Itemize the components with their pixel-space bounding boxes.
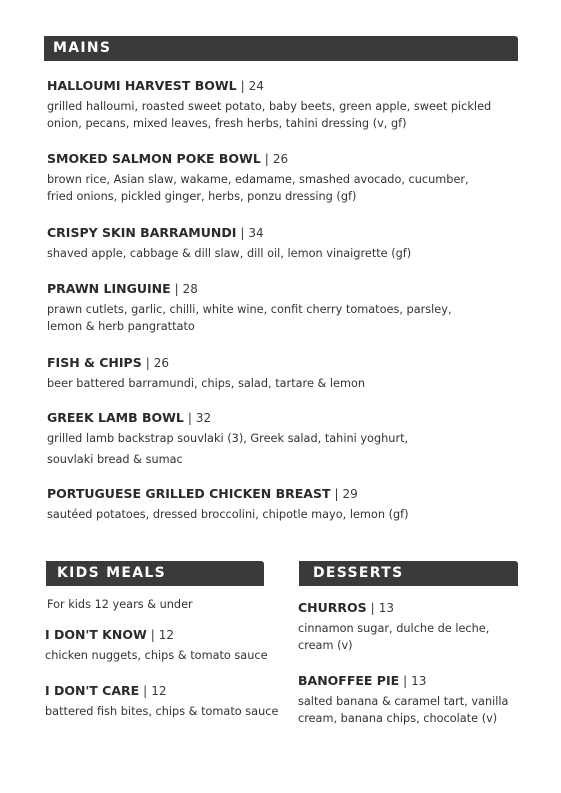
menu-item-prawn-linguine (47, 281, 452, 335)
kids-meals-section-header (46, 561, 264, 586)
item-separator: | (240, 226, 245, 240)
item-name: PORTUGUESE GRILLED CHICKEN BREAST (47, 486, 331, 501)
kids-age-note: For kids 12 years & under (47, 598, 193, 611)
item-description: grilled lamb backstrap souvlaki (3), Greek salad, tahini yoghurt, souvlaki bread & sumac (47, 432, 409, 466)
item-description: sautéed potatoes, dressed broccolini, chipotle mayo, lemon (gf) (47, 508, 409, 521)
item-description: battered fish bites, chips & tomato sauce (45, 705, 279, 718)
item-price: 32 (195, 411, 212, 425)
item-price: 26 (272, 152, 289, 166)
item-separator: | (240, 79, 245, 93)
desserts-section-header (299, 561, 518, 586)
item-price: 29 (342, 487, 358, 501)
menu-item-i-dont-care (45, 683, 278, 720)
item-name: HALLOUMI HARVEST BOWL (47, 78, 237, 93)
item-separator: | (145, 356, 150, 370)
item-name: GREEK LAMB BOWL (47, 410, 184, 425)
menu-item-churros (298, 600, 489, 654)
item-description: grilled halloumi, roasted sweet potato, baby beets, green apple, sweet pickled onion, pecans, mixed leaves, fresh herbs, tahini dressing (v, gf) (47, 100, 492, 130)
item-separator: | (370, 601, 375, 615)
menu-item-banoffee-pie (298, 673, 508, 727)
menu-item-portuguese-grilled-chicken-breast (47, 486, 409, 523)
item-description: prawn cutlets, garlic, chilli, white wine, confit cherry tomatoes, parsley, lemon & herb pangrattato (47, 303, 452, 333)
item-separator: | (187, 411, 192, 425)
item-name: BANOFFEE PIE (298, 673, 400, 688)
item-price: 13 (411, 674, 427, 688)
item-price: 28 (182, 282, 198, 296)
item-price: 26 (153, 356, 170, 370)
menu-item-crispy-skin-barramundi (47, 225, 411, 262)
item-separator: | (143, 684, 148, 698)
item-description: shaved apple, cabbage & dill slaw, dill oil, lemon vinaigrette (gf) (47, 247, 412, 260)
menu-item-halloumi-harvest-bowl (47, 78, 491, 132)
item-description: chicken nuggets, chips & tomato sauce (45, 649, 268, 662)
item-name: I DON'T CARE (45, 683, 140, 698)
kids-meals-heading: KIDS MEALS (57, 565, 166, 581)
menu-item-i-dont-know (45, 627, 268, 664)
item-separator: | (264, 152, 269, 166)
item-name: PRAWN LINGUINE (47, 281, 171, 296)
item-name: I DON'T KNOW (45, 627, 147, 642)
mains-section-header (44, 36, 518, 61)
menu-item-smoked-salmon-poke-bowl (47, 151, 469, 205)
item-name: CRISPY SKIN BARRAMUNDI (47, 225, 237, 240)
item-price: 24 (248, 79, 264, 93)
item-separator: | (334, 487, 339, 501)
item-name: FISH & CHIPS (47, 355, 142, 370)
item-separator: | (174, 282, 179, 296)
item-name: CHURROS (298, 600, 367, 615)
item-price: 13 (378, 601, 394, 615)
item-price: 12 (151, 684, 167, 698)
item-separator: | (403, 674, 408, 688)
menu-item-greek-lamb-bowl (47, 410, 408, 470)
item-description: brown rice, Asian slaw, wakame, edamame, smashed avocado, cucumber, fried onions, pickled ginger, herbs, ponzu dressing (gf) (47, 173, 469, 203)
item-description: cinnamon sugar, dulche de leche, cream (v) (298, 622, 490, 652)
item-price: 12 (158, 628, 175, 642)
item-name: SMOKED SALMON POKE BOWL (47, 151, 261, 166)
item-description: beer battered barramundi, chips, salad, tartare & lemon (47, 377, 366, 390)
item-description: salted banana & caramel tart, vanilla cream, banana chips, chocolate (v) (298, 695, 509, 725)
item-price: 34 (248, 226, 264, 240)
menu-item-fish-and-chips (47, 355, 365, 392)
desserts-heading: DESSERTS (313, 565, 404, 581)
mains-heading: MAINS (53, 40, 112, 56)
item-separator: | (150, 628, 155, 642)
